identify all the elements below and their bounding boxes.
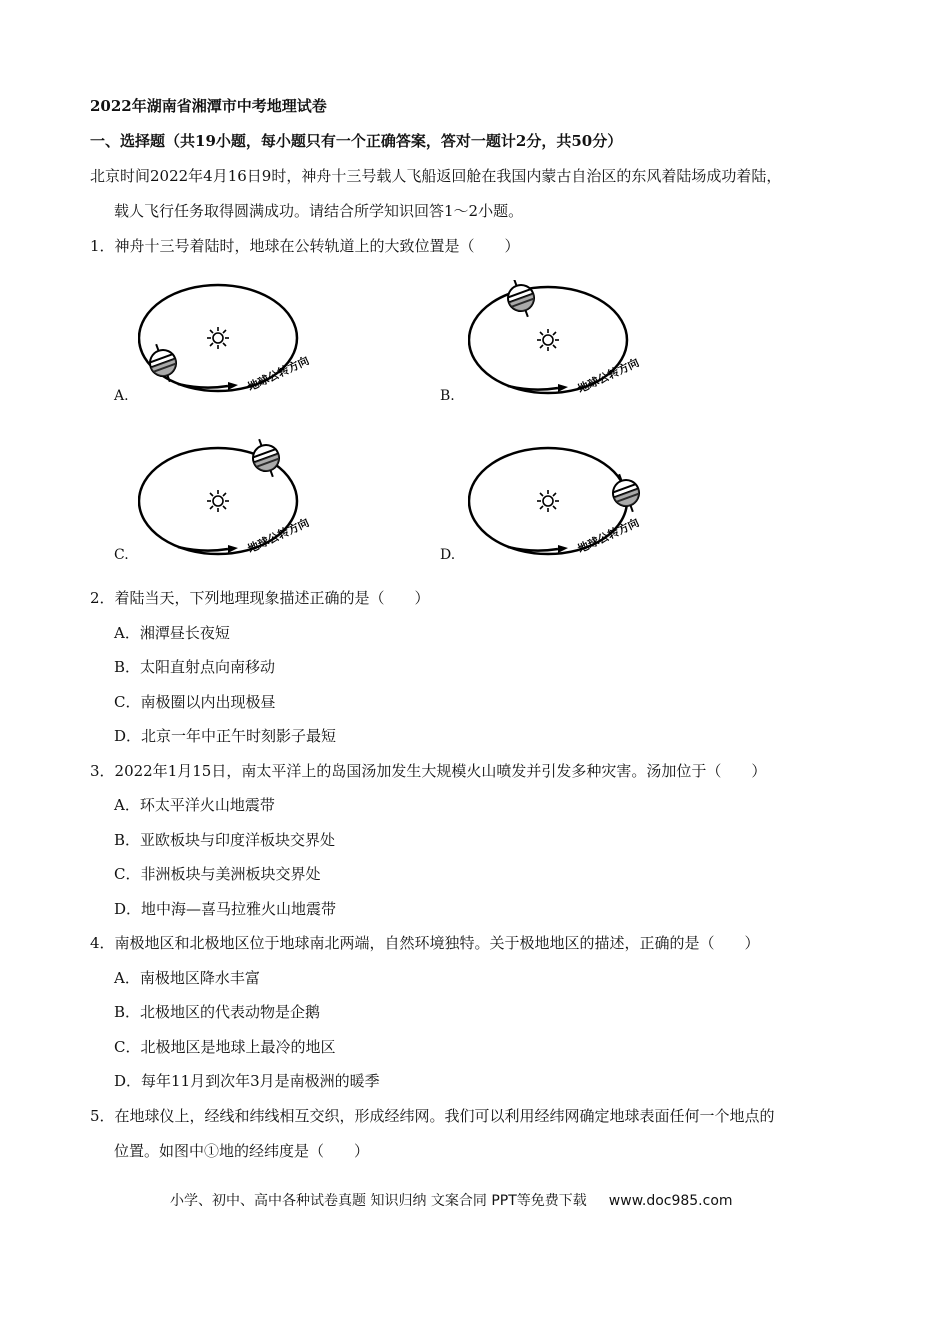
- orbit-direction-label: 地球公转方向: [245, 354, 312, 394]
- option-d-label: D.: [440, 547, 456, 563]
- question-2-option-a[interactable]: A．湘潭昼长夜短: [114, 624, 230, 642]
- option-a-label: A.: [114, 388, 129, 404]
- question-3-option-a[interactable]: A．环太平洋火山地震带: [114, 796, 275, 814]
- exam-title: 2022年湖南省湘潭市中考地理试卷: [90, 97, 327, 115]
- question-4-stem: 4．南极地区和北极地区位于地球南北两端，自然环境独特。关于极地地区的描述，正确的是（ ）: [90, 934, 760, 952]
- option-b-label: B.: [440, 388, 455, 404]
- question-4-option-c[interactable]: C．北极地区是地球上最冷的地区: [114, 1038, 336, 1056]
- question-2-option-b[interactable]: B．太阳直射点向南移动: [114, 658, 276, 676]
- footer-link[interactable]: www.doc985.com: [608, 1193, 733, 1209]
- orbit-figure-b[interactable]: [468, 280, 643, 405]
- orbit-figure-a[interactable]: [138, 283, 313, 408]
- page-footer: [170, 1191, 733, 1211]
- footer-text: 小学、初中、高中各种试卷真题 知识归纳 文案合同 PPT等免费下载: [170, 1193, 587, 1209]
- question-2-stem: 2．着陆当天，下列地理现象描述正确的是（ ）: [90, 589, 430, 607]
- orbit-direction-label: 地球公转方向: [575, 516, 642, 556]
- question-5-stem-line-2: 位置。如图中①地的经纬度是（ ）: [114, 1142, 370, 1160]
- orbit-figure-c[interactable]: [138, 438, 313, 568]
- section-heading: 一、选择题（共19小题，每小题只有一个正确答案，答对一题计2分，共50分）: [90, 132, 623, 150]
- question-4-option-b[interactable]: B．北极地区的代表动物是企鹅: [114, 1003, 321, 1021]
- question-4-option-d[interactable]: D．每年11月到次年3月是南极洲的暖季: [114, 1072, 380, 1090]
- orbit-figure-d[interactable]: [468, 438, 648, 568]
- intro-line-2: 载人飞行任务取得圆满成功。请结合所学知识回答1～2小题。: [114, 202, 524, 220]
- question-3-option-c[interactable]: C．非洲板块与美洲板块交界处: [114, 865, 321, 883]
- orbit-direction-label: 地球公转方向: [245, 516, 312, 556]
- question-1-stem: 1．神舟十三号着陆时，地球在公转轨道上的大致位置是（ ）: [90, 237, 520, 255]
- question-2-option-d[interactable]: D．北京一年中正午时刻影子最短: [114, 727, 337, 745]
- question-3-option-b[interactable]: B．亚欧板块与印度洋板块交界处: [114, 831, 336, 849]
- question-3-stem: 3．2022年1月15日，南太平洋上的岛国汤加发生大规模火山喷发并引发多种灾害。汤加位于（ ）: [90, 762, 767, 780]
- orbit-direction-label: 地球公转方向: [575, 356, 642, 396]
- question-4-option-a[interactable]: A．南极地区降水丰富: [114, 969, 260, 987]
- option-c-label: C.: [114, 547, 129, 563]
- question-2-option-c[interactable]: C．南极圈以内出现极昼: [114, 693, 276, 711]
- question-5-stem-line-1: 5．在地球仪上，经线和纬线相互交织，形成经纬网。我们可以利用经纬网确定地球表面任何一个地点的: [90, 1107, 775, 1125]
- question-3-option-d[interactable]: D．地中海—喜马拉雅火山地震带: [114, 900, 337, 918]
- intro-line-1: 北京时间2022年4月16日9时，神舟十三号载人飞船返回舱在我国内蒙古自治区的东风着陆场成功着陆，: [90, 167, 782, 185]
